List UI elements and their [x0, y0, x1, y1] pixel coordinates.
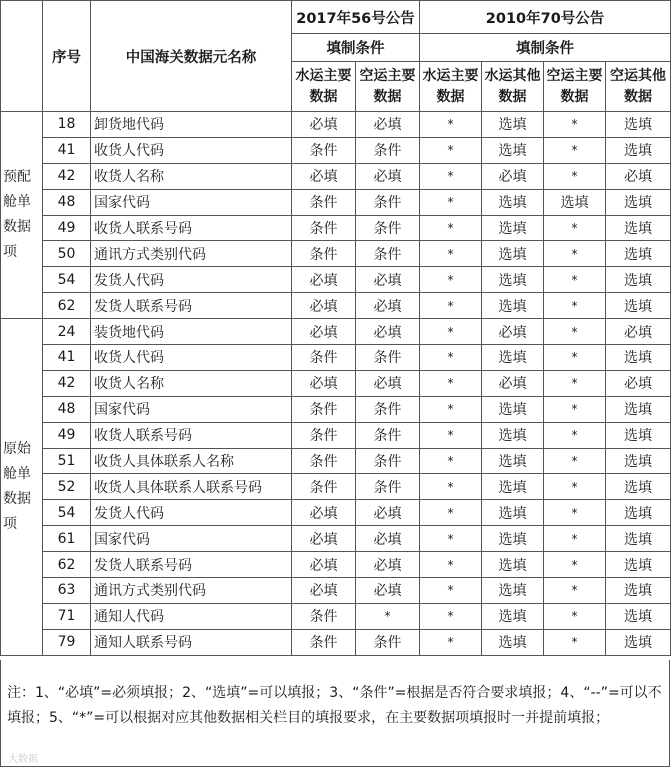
cell-value: 选填 — [606, 345, 671, 371]
cell-value: * — [544, 241, 606, 267]
cell-seq: 52 — [43, 474, 91, 500]
cell-value: 选填 — [606, 526, 671, 552]
cell-value: 选填 — [606, 500, 671, 526]
cell-value: 选填 — [482, 500, 544, 526]
cell-name: 发货人代码 — [91, 267, 292, 293]
cell-value: 选填 — [482, 578, 544, 604]
cell-value: 必填 — [606, 163, 671, 189]
cell-value: 必填 — [356, 526, 420, 552]
cell-name: 通讯方式类别代码 — [91, 578, 292, 604]
cell-value: 选填 — [606, 293, 671, 319]
cell-value: * — [420, 163, 482, 189]
cell-name: 收货人名称 — [91, 163, 292, 189]
cell-value: 条件 — [292, 189, 356, 215]
cell-value: 选填 — [606, 422, 671, 448]
cell-value: * — [544, 578, 606, 604]
cell-seq: 62 — [43, 293, 91, 319]
cell-value: * — [544, 603, 606, 629]
cell-value: 条件 — [292, 448, 356, 474]
cell-value: * — [544, 215, 606, 241]
cell-value: 必填 — [292, 552, 356, 578]
cell-value: 选填 — [606, 215, 671, 241]
cell-value: 选填 — [482, 629, 544, 655]
cell-value: * — [544, 552, 606, 578]
cell-value: 条件 — [356, 448, 420, 474]
cell-value: 选填 — [606, 396, 671, 422]
cell-value: 必填 — [292, 319, 356, 345]
cell-value: 必填 — [606, 319, 671, 345]
header-seq: 序号 — [43, 1, 91, 112]
header-col: 水运主要数据 — [420, 62, 482, 112]
cell-seq: 18 — [43, 112, 91, 138]
cell-seq: 42 — [43, 163, 91, 189]
cell-name: 国家代码 — [91, 396, 292, 422]
cell-value: * — [420, 448, 482, 474]
cell-value: 选填 — [482, 448, 544, 474]
cell-seq: 24 — [43, 319, 91, 345]
cell-name: 通知人代码 — [91, 603, 292, 629]
cell-value: 条件 — [356, 137, 420, 163]
cell-value: 条件 — [356, 422, 420, 448]
cell-value: 必填 — [482, 370, 544, 396]
cell-value: 条件 — [292, 215, 356, 241]
cell-name: 国家代码 — [91, 526, 292, 552]
cell-seq: 63 — [43, 578, 91, 604]
cell-name: 卸货地代码 — [91, 112, 292, 138]
cell-value: 选填 — [606, 267, 671, 293]
cell-value: * — [544, 267, 606, 293]
cell-value: 条件 — [292, 474, 356, 500]
cell-value: * — [420, 189, 482, 215]
group-label: 预配舱单数据项 — [1, 112, 43, 319]
cell-value: * — [420, 422, 482, 448]
cell-value: * — [356, 603, 420, 629]
cell-value: * — [544, 319, 606, 345]
cell-seq: 41 — [43, 137, 91, 163]
table-row — [1, 319, 671, 345]
cell-value: * — [544, 293, 606, 319]
cell-value: 选填 — [606, 474, 671, 500]
cell-value: 条件 — [356, 474, 420, 500]
cell-value: 必填 — [356, 112, 420, 138]
cell-seq: 54 — [43, 500, 91, 526]
cell-seq: 71 — [43, 603, 91, 629]
cell-value: * — [420, 526, 482, 552]
cell-value: 条件 — [356, 629, 420, 655]
cell-value: * — [420, 474, 482, 500]
cell-seq: 51 — [43, 448, 91, 474]
cell-value: 必填 — [292, 500, 356, 526]
cell-seq: 49 — [43, 215, 91, 241]
cell-value: 选填 — [606, 552, 671, 578]
cell-name: 收货人代码 — [91, 345, 292, 371]
cell-value: 必填 — [356, 552, 420, 578]
table-row — [1, 112, 671, 138]
table-row — [1, 526, 671, 552]
cell-value: 必填 — [356, 500, 420, 526]
cell-value: 选填 — [482, 552, 544, 578]
cell-value: 选填 — [482, 293, 544, 319]
cell-seq: 49 — [43, 422, 91, 448]
cell-name: 发货人联系号码 — [91, 293, 292, 319]
cell-value: 选填 — [544, 189, 606, 215]
cell-name: 国家代码 — [91, 189, 292, 215]
cell-value: 选填 — [482, 422, 544, 448]
cell-value: 必填 — [292, 163, 356, 189]
cell-name: 收货人具体联系人名称 — [91, 448, 292, 474]
cell-value: 条件 — [292, 137, 356, 163]
cell-value: 必填 — [292, 370, 356, 396]
cell-value: 选填 — [482, 396, 544, 422]
cell-seq: 62 — [43, 552, 91, 578]
table-row — [1, 629, 671, 655]
cell-value: * — [544, 448, 606, 474]
cell-seq: 50 — [43, 241, 91, 267]
cell-value: 选填 — [482, 241, 544, 267]
cell-seq: 61 — [43, 526, 91, 552]
cell-value: 条件 — [292, 396, 356, 422]
cell-value: * — [544, 163, 606, 189]
cell-name: 收货人名称 — [91, 370, 292, 396]
header-cond-2017: 填制条件 — [292, 34, 420, 62]
cell-value: 选填 — [606, 112, 671, 138]
cell-value: 必填 — [292, 526, 356, 552]
cell-name: 收货人具体联系人联系号码 — [91, 474, 292, 500]
cell-value: 选填 — [482, 215, 544, 241]
table-row — [1, 293, 671, 319]
cell-seq: 79 — [43, 629, 91, 655]
cell-value: 选填 — [606, 241, 671, 267]
cell-value: * — [544, 137, 606, 163]
cell-value: * — [544, 112, 606, 138]
table-row — [1, 500, 671, 526]
cell-value: 条件 — [292, 603, 356, 629]
cell-value: 必填 — [482, 319, 544, 345]
header-notice-2010: 2010年70号公告 — [420, 1, 671, 34]
cell-value: 选填 — [482, 137, 544, 163]
cell-value: 必填 — [292, 112, 356, 138]
table-row — [1, 448, 671, 474]
cell-name: 通讯方式类别代码 — [91, 241, 292, 267]
cell-name: 发货人代码 — [91, 500, 292, 526]
cell-value: * — [420, 319, 482, 345]
cell-value: 必填 — [356, 163, 420, 189]
cell-value: * — [544, 500, 606, 526]
cell-value: * — [420, 629, 482, 655]
table-body — [1, 112, 671, 656]
cell-seq: 41 — [43, 345, 91, 371]
cell-value: 必填 — [356, 293, 420, 319]
cell-value: * — [544, 629, 606, 655]
cell-name: 收货人联系号码 — [91, 422, 292, 448]
table-row — [1, 215, 671, 241]
cell-value: * — [420, 267, 482, 293]
watermark: 大数据 — [8, 754, 38, 765]
table-row — [1, 370, 671, 396]
cell-value: 条件 — [356, 396, 420, 422]
cell-value: 必填 — [292, 578, 356, 604]
table-row — [1, 396, 671, 422]
table-row — [1, 241, 671, 267]
cell-value: 条件 — [292, 422, 356, 448]
cell-value: * — [544, 474, 606, 500]
cell-value: 选填 — [606, 189, 671, 215]
cell-value: 选填 — [482, 189, 544, 215]
header-col: 空运其他数据 — [606, 62, 671, 112]
header-col: 水运主要数据 — [292, 62, 356, 112]
cell-value: 条件 — [356, 241, 420, 267]
notes-text: 注：1、“必填”=必须填报；2、“选填”=可以填报；3、“条件”=根据是否符合要求填报；4、“--”=可以不填报；5、“*”=可以根据对应其他数据相关栏目的填报要求，在主要数据项填报时一并提前填报； — [7, 685, 662, 726]
cell-name: 通知人联系号码 — [91, 629, 292, 655]
cell-value: 选填 — [606, 137, 671, 163]
cell-value: 必填 — [292, 293, 356, 319]
group-label: 原始舱单数据项 — [1, 319, 43, 656]
cell-value: 必填 — [356, 370, 420, 396]
cell-value: * — [420, 370, 482, 396]
table-row — [1, 163, 671, 189]
table-row — [1, 267, 671, 293]
table-row — [1, 552, 671, 578]
cell-value: 选填 — [482, 345, 544, 371]
cell-value: * — [420, 396, 482, 422]
cell-value: 必填 — [356, 267, 420, 293]
header-col: 空运主要数据 — [544, 62, 606, 112]
cell-value: 条件 — [356, 215, 420, 241]
cell-value: 选填 — [482, 526, 544, 552]
cell-name: 收货人代码 — [91, 137, 292, 163]
cell-value: * — [420, 345, 482, 371]
header-notice-2017: 2017年56号公告 — [292, 1, 420, 34]
table-row — [1, 603, 671, 629]
cell-value: 选填 — [606, 448, 671, 474]
cell-value: * — [420, 500, 482, 526]
cell-value: * — [420, 293, 482, 319]
cell-value: 选填 — [606, 603, 671, 629]
table-row — [1, 422, 671, 448]
cell-value: * — [420, 578, 482, 604]
cell-name: 发货人联系号码 — [91, 552, 292, 578]
cell-value: 必填 — [356, 578, 420, 604]
header-col: 水运其他数据 — [482, 62, 544, 112]
cell-value: 必填 — [482, 163, 544, 189]
header-col: 空运主要数据 — [356, 62, 420, 112]
cell-value: 选填 — [606, 578, 671, 604]
table-row — [1, 345, 671, 371]
cell-value: 选填 — [482, 603, 544, 629]
cell-value: 条件 — [292, 629, 356, 655]
table-row — [1, 474, 671, 500]
cell-value: 条件 — [356, 189, 420, 215]
cell-value: 选填 — [482, 267, 544, 293]
cell-value: * — [544, 526, 606, 552]
cell-seq: 54 — [43, 267, 91, 293]
cell-seq: 48 — [43, 189, 91, 215]
header-cond-2010: 填制条件 — [420, 34, 671, 62]
cell-value: * — [420, 552, 482, 578]
cell-value: * — [544, 422, 606, 448]
cell-value: * — [420, 603, 482, 629]
notes-box — [0, 660, 670, 767]
table-row — [1, 578, 671, 604]
cell-value: 必填 — [606, 370, 671, 396]
header-name: 中国海关数据元名称 — [91, 1, 292, 112]
cell-value: * — [420, 215, 482, 241]
cell-value: * — [544, 370, 606, 396]
cell-value: 必填 — [356, 319, 420, 345]
cell-value: 条件 — [356, 345, 420, 371]
cell-value: * — [420, 112, 482, 138]
table-row — [1, 189, 671, 215]
cell-value: * — [420, 137, 482, 163]
cell-value: 条件 — [292, 241, 356, 267]
cell-seq: 42 — [43, 370, 91, 396]
cell-seq: 48 — [43, 396, 91, 422]
cell-value: 选填 — [606, 629, 671, 655]
table-row — [1, 137, 671, 163]
corner-cell — [1, 1, 43, 112]
cell-value: 条件 — [292, 345, 356, 371]
cell-value: 必填 — [292, 267, 356, 293]
cell-value: * — [420, 241, 482, 267]
cell-name: 装货地代码 — [91, 319, 292, 345]
cell-value: * — [544, 345, 606, 371]
cell-name: 收货人联系号码 — [91, 215, 292, 241]
cell-value: 选填 — [482, 474, 544, 500]
cell-value: 选填 — [482, 112, 544, 138]
cell-value: * — [544, 396, 606, 422]
